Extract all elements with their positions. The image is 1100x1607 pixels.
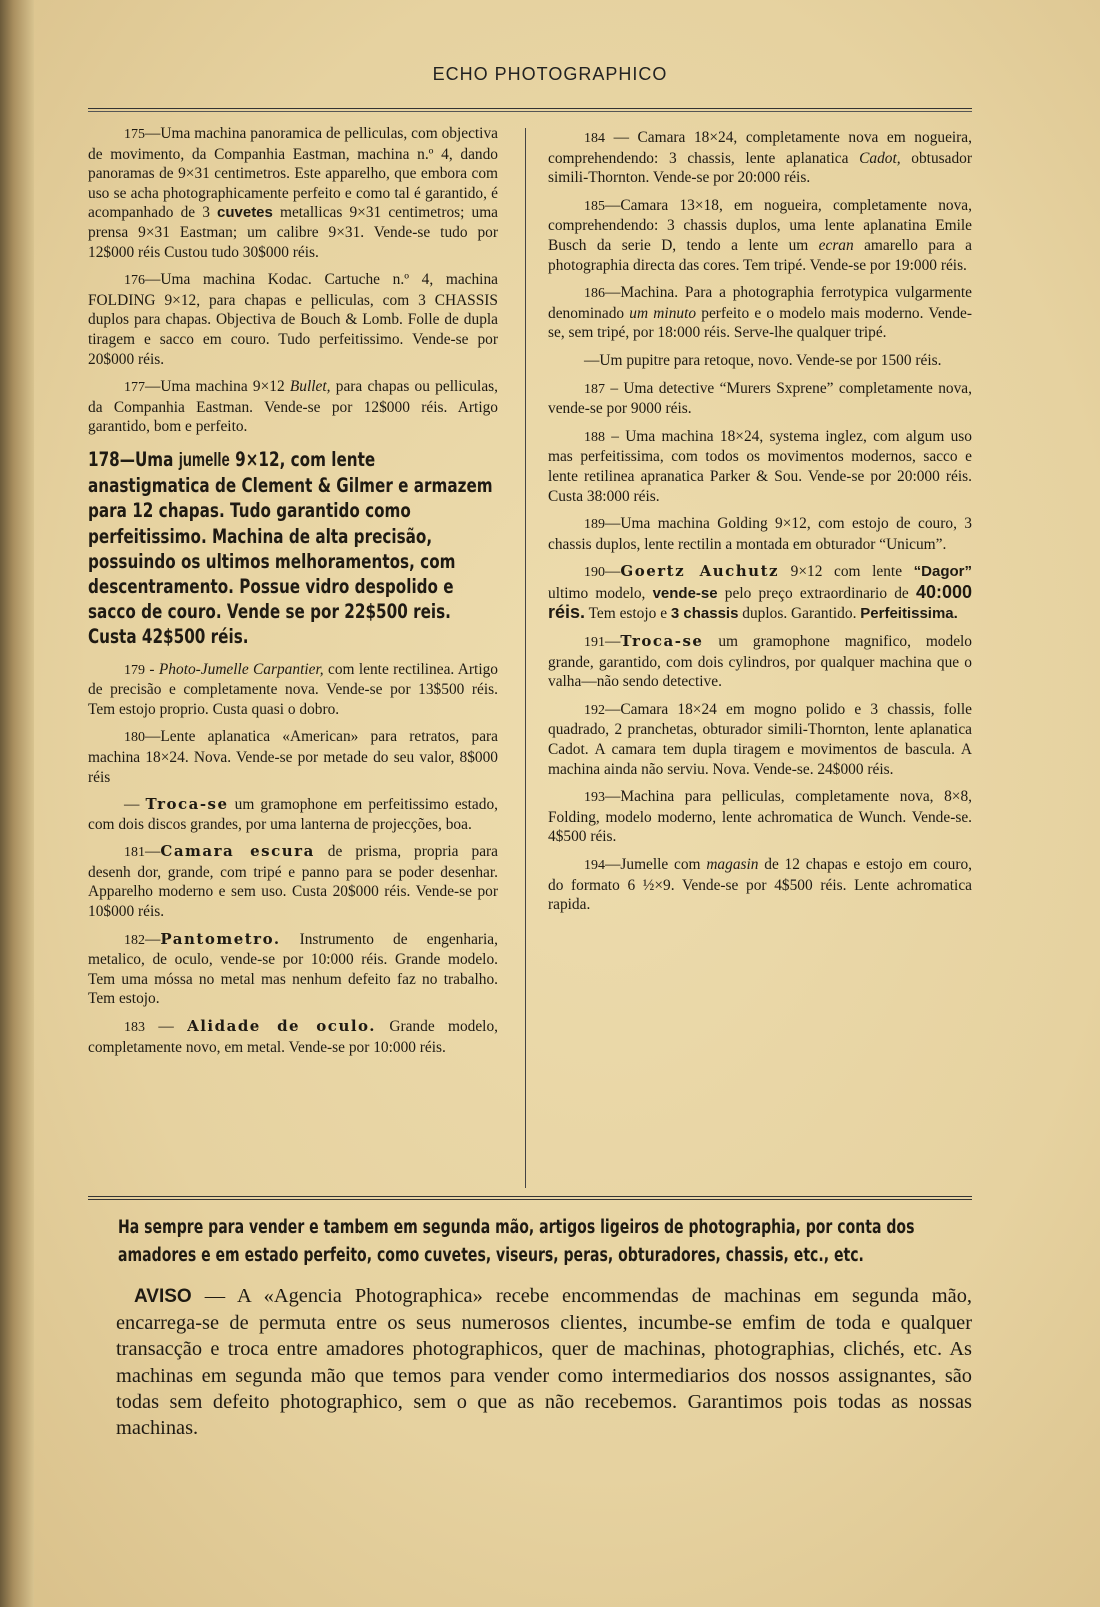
ad-180: 180—Lente aplanatica «American» para retratos, para machina 18×24. Nova. Vende-se por metade do seu valor, 8$000 réis (88, 728, 498, 786)
footer-rule-thin (88, 1199, 972, 1200)
ad-193: 193—Machina para pelliculas, completamente nova, 8×8, Folding, modelo moderno, lente achromatica de Wunch. Vende-se. 4$500 réis. (548, 788, 972, 846)
aviso-text: — A «Agencia Photographica» recebe encommendas de machinas em segunda mão, encarrega-se de permuta entre os seus numerosos clientes, incumbe-se emfim de toda e qualquer transacção e troca entre amadores photographicos, quer de machinas, photographias, clichés, etc. As machinas em segunda mão que temos para vender como intermediarios dos nossos assignantes, são todas sem defeito photographico, sem o que as não recebemos. Garantimos pois todas as nossas machinas. (116, 1285, 972, 1440)
page-title: ECHO PHOTOGRAPHICO (432, 64, 668, 84)
ad-192: 192—Camara 18×24 em mogno polido e 3 chassis, folle quadrado, 2 pranchetas, obturador simili-Thornton, lente aplanatica Cadot. A camara tem dupla tiragem e movimentos de bascula. A machina ainda não serviu. Nova. Vende-se. 24$000 réis. (548, 700, 972, 778)
ad-177: 177—Uma machina 9×12 Bullet, para chapas ou pelliculas, da Companhia Eastman. Vende-se por 12$000 réis. Artigo garantido, bom e perfeito. (88, 378, 499, 436)
aviso-paragraph (116, 1283, 972, 1441)
notice-line-1: Ha sempre para vender e tambem em segunda mão, artigos ligeiros de photographia, por conta dos (118, 1217, 915, 1238)
book-spine-shadow (0, 0, 34, 1607)
ad-194: 194—Jumelle com magasin de 12 chapas e estojo em couro, do formato 6 ½×9. Vende-se por 4$500 réis. Lente achromatica rapida. (548, 856, 972, 914)
ad-189: 189—Uma machina Golding 9×12, com estojo de couro, 3 chassis duplos, lente rectilin a montada em obturador “Unicum”. (548, 515, 972, 553)
notice-block (118, 1214, 962, 1270)
column-separator (525, 128, 526, 1188)
ad-176: 176—Uma machina Kodac. Cartuche n.º 4, machina FOLDING 9×12, para chapas e pelliculas, com 3 CHASSIS duplos para chapas. Objectiva de Bouch & Lomb. Folle de dupla tiragem e sacco em couro. Tudo perfeitissimo. Vende-se por 20$000 réis. (88, 271, 498, 368)
footer-rule (88, 1196, 972, 1197)
ad-181: 181—Camara escura de prisma, propria para desenh dor, grande, com tripé e panno para se poder desenhar. Apparelho moderno e sem uso. Custa 20$000 réis. Vende-se por 10$000 réis. (88, 842, 498, 921)
aviso-label: AVISO (134, 1286, 192, 1307)
right-column (548, 128, 972, 923)
ad-troca-gramophone: — Troca-se um gramophone em perfeitissimo estado, com dois discos grandes, por uma lanterna de projecções, boa. (88, 795, 498, 833)
ad-187: 187 – Uma detective “Murers Sxprene” completamente nova, vende-se por 9000 réis. (548, 379, 972, 418)
header-rule-thin (88, 111, 972, 112)
left-column (88, 124, 498, 1065)
ad-178: 178—Uma jumelle 9×12, com lente anastigmatica de Clement & Gilmer e armazem para 12 chapas. Tudo garantido como perfeitissimo. Machina de alta precisão, possuindo os ultimos melhoramentos, com descentramento. Possue vidro despolido e sacco de couro. Vende se por 22$500 reis. Custa 42$500 réis. (88, 447, 493, 649)
ad-pupitre: —Um pupitre para retoque, novo. Vende-se por 1500 réis. (584, 351, 942, 369)
ad-182: 182—Pantometro. Instrumento de engenharia, metalico, de oculo, vende-se por 10:000 réis. Grande modelo. Tem uma móssa no metal mas nenhum defeito faz no trabalho. Tem estojo. (88, 929, 498, 1008)
ad-184: 184 — Camara 18×24, completamente nova em nogueira, comprehendendo: 3 chassis, lente aplanatica Cadot, obtusador simili-Thornton. Vende-se por 20:000 réis. (548, 129, 972, 187)
ad-183: 183 — Alidade de oculo. Grande modelo, completamente novo, em metal. Vende-se por 10:000 réis. (88, 1017, 498, 1056)
notice-line-2: amadores e em estado perfeito, como cuvetes, viseurs, peras, obturadores, chassis, etc., etc. (118, 1245, 864, 1266)
ad-185: 185—Camara 13×18, em nogueira, completamente nova, comprehendendo: 3 chassis duplos, uma lente aplanatina Emile Busch da serie D, tendo a lente um ecran amarello para a photographia directa das cores. Tem tripé. Vende-se por 19:000 réis. (548, 196, 972, 274)
ad-191: 191—Troca-se um gramophone magnifico, modelo grande, garantido, com dois cylindros, por qualquer machina que o valha—não sendo detective. (548, 632, 972, 691)
ad-179: 179 - Photo-Jumelle Carpantier, com lente rectilinea. Artigo de precisão e completamente nova. Vende-se por 13$500 réis. Tem estojo proprio. Custa quasi o dobro. (88, 660, 498, 718)
ad-175: 175—Uma machina panoramica de pelliculas, com objectiva de movimento, da Companhia Eastman, machina n.º 4, dando panoramas de 9×31 centimetros. Este apparelho, que embora com uso se acha photographicamente perfeito e como tal é garantido, é acompanhado de 3 cuvetes metallicas 9×31 centimetros; uma prensa 9×31 Eastman; um calibre 9×31. Vende-se tudo por 12$000 réis Custou tudo 30$000 réis. (88, 125, 499, 261)
header-rule (88, 108, 972, 109)
ad-188: 188 – Uma machina 18×24, systema inglez, com algum uso mas perfeitissima, com todos os movimentos modernos, sacco e lente retilinea apranatica Parker & Sou. Vende-se por 20:000 réis. Custa 38:000 réis. (548, 427, 972, 505)
ad-190: 190—Goertz Auchutz 9×12 com lente “Dagor” ultimo modelo, vende-se pelo preço extraordinario de 40:000 réis. Tem estojo e 3 chassis duplos. Garantido. Perfeitissima. (548, 562, 972, 623)
ad-186: 186—Machina. Para a photographia ferrotypica vulgarmente denominado um minuto perfeito e o modelo mais moderno. Vende-se, sem tripé, por 18:000 réis. Serve-lhe qualquer tripé. (548, 284, 972, 342)
